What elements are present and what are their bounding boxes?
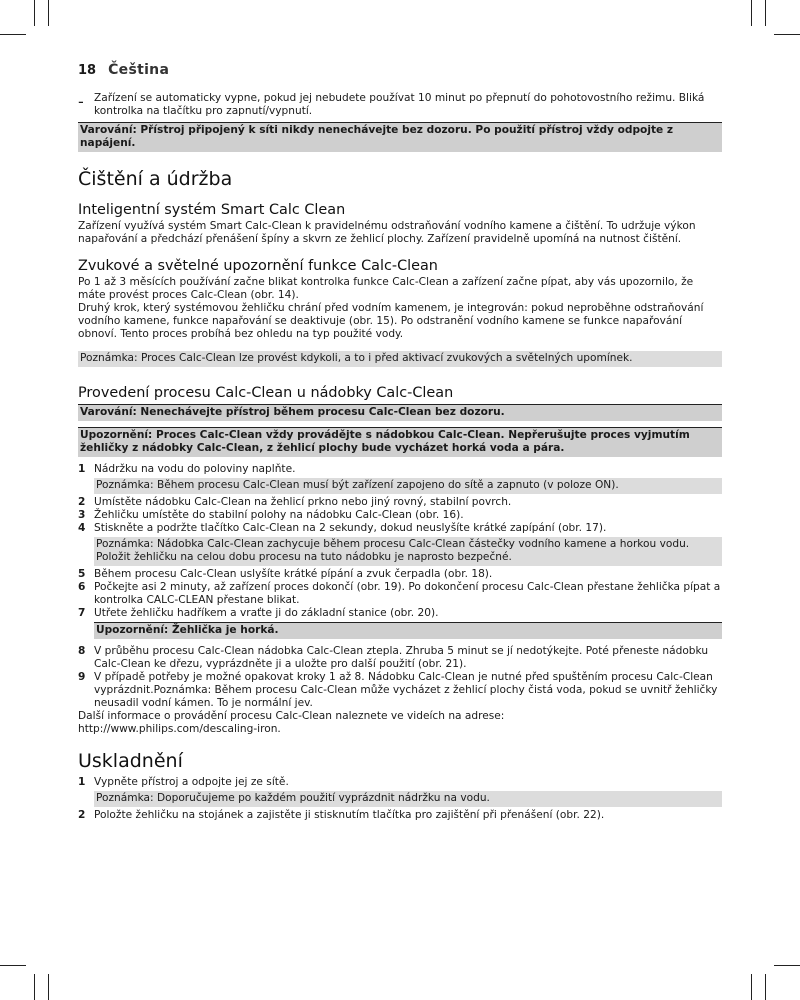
crop-mark xyxy=(774,34,800,35)
more-info-text: Další informace o provádění procesu Calc-Clean naleznete ve videích na adrese: xyxy=(78,710,505,722)
step-item xyxy=(78,509,722,522)
step-number: 3 xyxy=(78,509,86,521)
crop-mark xyxy=(0,34,26,35)
step-number: 9 xyxy=(78,671,86,683)
page-header xyxy=(78,62,722,78)
step-text: Položte žehličku na stojánek a zajistěte ji stisknutím tlačítka pro zajištění při přenášení (obr. 22). xyxy=(94,809,605,821)
dash-marker: - xyxy=(78,92,84,111)
crop-mark xyxy=(751,974,752,1000)
step-number: 7 xyxy=(78,607,86,619)
descaling-url: http://www.philips.com/descaling-iron. xyxy=(78,723,281,735)
step-number: 8 xyxy=(78,645,86,657)
step-text: Nádržku na vodu do poloviny naplňte. xyxy=(94,463,296,475)
step-number: 1 xyxy=(78,776,86,788)
step-text: Počkejte asi 2 minuty, až zařízení proces dokončí (obr. 19). Po dokončení procesu Calc-Clean přestane žehlička pípat a kontrolka CALC-CLEAN přestane blikat. xyxy=(94,581,721,606)
page-content xyxy=(78,62,722,822)
heading-procedure: Provedení procesu Calc-Clean u nádobky Calc-Clean xyxy=(78,385,454,401)
step-text: Vypněte přístroj a odpojte jej ze sítě. xyxy=(94,776,289,788)
crop-mark xyxy=(0,965,26,966)
step-text: Umístěte nádobku Calc-Clean na žehlicí prkno nebo jiný rovný, stabilní povrch. xyxy=(94,496,512,508)
warning-box: Varování: Nenechávejte přístroj během procesu Calc-Clean bez dozoru. xyxy=(78,404,722,421)
step-item xyxy=(78,463,722,476)
step-number: 6 xyxy=(78,581,86,593)
heading-alerts: Zvukové a světelné upozornění funkce Calc-Clean xyxy=(78,258,438,274)
step-item xyxy=(78,522,722,535)
note-box: Poznámka: Proces Calc-Clean lze provést kdykoli, a to i před aktivací zvukových a světelných upomínek. xyxy=(78,351,722,367)
list-item xyxy=(78,92,722,118)
caution-box: Upozornění: Proces Calc-Clean vždy provádějte s nádobkou Calc-Clean. Nepřerušujte proces vyjmutím žehličky z nádobky Calc-Clean, z žehlicí plochy bude vycházet horká voda a pára. xyxy=(78,427,722,457)
crop-mark xyxy=(34,974,35,1000)
crop-mark xyxy=(751,0,752,26)
crop-mark xyxy=(765,974,766,1000)
step-item xyxy=(78,671,722,710)
step-text: Během procesu Calc-Clean uslyšíte krátké pípání a zvuk čerpadla (obr. 18). xyxy=(94,568,493,580)
crop-mark xyxy=(765,0,766,26)
step-number: 1 xyxy=(78,463,86,475)
page-number: 18 xyxy=(78,63,97,78)
step-item xyxy=(78,607,722,620)
step-item xyxy=(78,568,722,581)
step-item xyxy=(78,496,722,509)
storage-steps xyxy=(78,776,722,822)
crop-mark xyxy=(774,965,800,966)
heading-smart-calc-clean: Inteligentní systém Smart Calc Clean xyxy=(78,202,346,218)
note-box: Poznámka: Během procesu Calc-Clean musí být zařízení zapojeno do sítě a zapnuto (v poloze ON). xyxy=(94,478,722,494)
step-number: 5 xyxy=(78,568,86,580)
step-number: 2 xyxy=(78,809,86,821)
step-item xyxy=(78,581,722,607)
crop-mark xyxy=(48,974,49,1000)
language-label: Čeština xyxy=(108,62,170,78)
step-text: Utřete žehličku hadříkem a vraťte ji do základní stanice (obr. 20). xyxy=(94,607,439,619)
section-title-cleaning: Čištění a údržba xyxy=(78,168,233,190)
step-item xyxy=(78,645,722,671)
alerts-paragraph-1: Po 1 až 3 měsících používání začne blikat kontrolka funkce Calc-Clean a zařízení začne pípat, aby vás upozornilo, že máte provést proces Calc-Clean (obr. 14). xyxy=(78,276,694,301)
step-number: 2 xyxy=(78,496,86,508)
step-item xyxy=(78,809,722,822)
crop-mark xyxy=(48,0,49,26)
intro-bullet-text: Zařízení se automaticky vypne, pokud jej nebudete používat 10 minut po přepnutí do pohotovostního režimu. Bliká kontrolka na tlačítku pro zapnutí/vypnutí. xyxy=(94,92,705,117)
caution-box: Upozornění: Žehlička je horká. xyxy=(94,622,722,639)
warning-box: Varování: Přístroj připojený k síti nikdy nenechávejte bez dozoru. Po použití přístroj vždy odpojte z napájení. xyxy=(78,122,722,152)
step-item xyxy=(78,776,722,789)
step-text: Žehličku umístěte do stabilní polohy na nádobku Calc-Clean (obr. 16). xyxy=(94,509,464,521)
section-title-storage: Uskladnění xyxy=(78,750,183,772)
step-text: Stiskněte a podržte tlačítko Calc-Clean na 2 sekundy, dokud neuslyšíte krátké zapípání (obr. 17). xyxy=(94,522,607,534)
step-text: V průběhu procesu Calc-Clean nádobka Calc-Clean ztepla. Zhruba 5 minut se jí nedotýkejte. Poté přeneste nádobku Calc-Clean ke dřezu, vyprázdněte ji a uložte pro další použití (obr. 21). xyxy=(94,645,709,670)
note-box: Poznámka: Doporučujeme po každém použití vyprázdnit nádržku na vodu. xyxy=(94,791,722,807)
smart-calc-clean-text: Zařízení využívá systém Smart Calc-Clean k pravidelnému odstraňování vodního kamene a čištění. To udržuje výkon napařování a předchází přenášení špíny a skvrn ze žehlicí plochy. Zařízení pravidelně upomíná na nutnost čištění. xyxy=(78,220,696,245)
step-number: 4 xyxy=(78,522,86,534)
alerts-paragraph-2: Druhý krok, který systémovou žehličku chrání před vodním kamenem, je integrován: pokud neproběhne odstraňování vodního kamene, funkce napařování se deaktivuje (obr. 15). Po odstranění vodního kamene se funkce napařování obnoví. Tento proces probíhá bez ohledu na typ použité vody. xyxy=(78,302,704,340)
procedure-steps xyxy=(78,463,722,710)
step-text: V případě potřeby je možné opakovat kroky 1 až 8. Nádobku Calc-Clean je nutné před spuštěním procesu Calc-Clean vyprázdnit.Poznámka: Během procesu Calc-Clean může vycházet z žehlicí plochy čistá voda, pokud se uvnitř žehličky neusadil vodní kámen. To je normální jev. xyxy=(94,671,718,709)
crop-mark xyxy=(34,0,35,26)
note-box: Poznámka: Nádobka Calc-Clean zachycuje během procesu Calc-Clean částečky vodního kamene a horkou vodu. Položit žehličku na celou dobu procesu na tuto nádobku je naprosto bezpečné. xyxy=(94,537,722,566)
